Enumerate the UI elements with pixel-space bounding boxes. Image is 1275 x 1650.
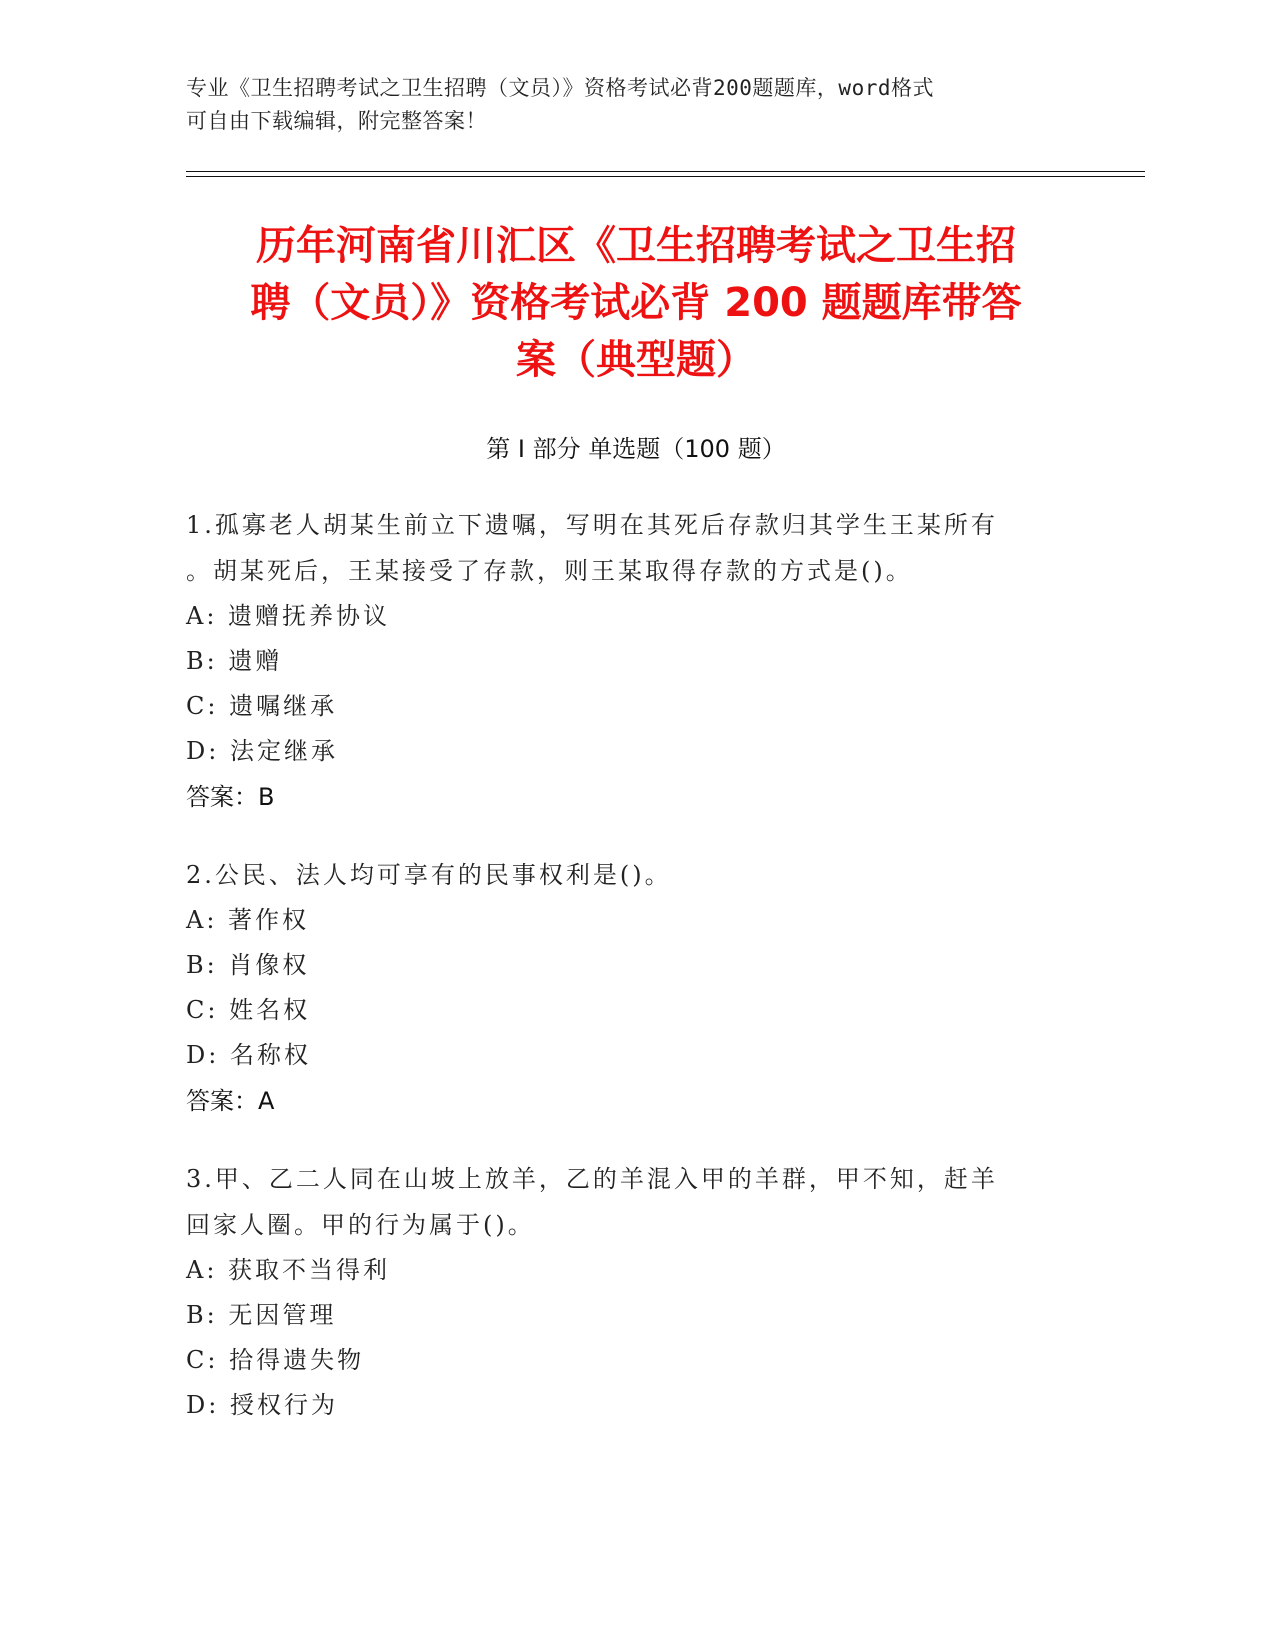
question-stem: 3.甲、乙二人同在山坡上放羊，乙的羊混入甲的羊群，甲不知，赶羊: [186, 1165, 998, 1193]
document-header: [186, 72, 1066, 138]
title-line-1: 历年河南省川汇区《卫生招聘考试之卫生招: [256, 223, 1016, 269]
option-c: C: 姓名权: [186, 996, 311, 1024]
answer: 答案：A: [186, 1087, 275, 1115]
header-line-1: 专业《卫生招聘考试之卫生招聘（文员）》资格考试必背200题题库，word格式: [186, 76, 934, 100]
header-line-2: 可自由下载编辑，附完整答案！: [186, 109, 487, 133]
option-c: C: 遗嘱继承: [186, 692, 338, 720]
option-a: A: 遗赠抚养协议: [186, 602, 391, 630]
header-divider-bottom: [186, 176, 1145, 177]
option-d: D: 法定继承: [186, 737, 338, 765]
question-stem: 1.孤寡老人胡某生前立下遗嘱，写明在其死后存款归其学生王某所有: [186, 511, 998, 539]
option-b: B: 无因管理: [186, 1301, 337, 1329]
option-b: B: 肖像权: [186, 951, 310, 979]
header-divider-top: [186, 171, 1145, 172]
question-2: [186, 852, 1066, 1124]
question-stem: 2.公民、法人均可享有的民事权利是()。: [186, 861, 672, 889]
title-line-3: 案（典型题）: [516, 337, 756, 383]
title-line-2: 聘（文员）》资格考试必背 200 题题库带答: [250, 280, 1022, 326]
option-c: C: 拾得遗失物: [186, 1346, 365, 1374]
section-heading: 第 I 部分 单选题（100 题）: [486, 435, 786, 463]
answer: 答案：B: [186, 783, 275, 811]
question-3: [186, 1156, 1066, 1428]
document-title: [186, 218, 1086, 389]
question-stem: 回家人圈。甲的行为属于()。: [186, 1211, 535, 1239]
option-a: A: 获取不当得利: [186, 1256, 391, 1284]
option-a: A: 著作权: [186, 906, 310, 934]
question-1: [186, 502, 1066, 820]
option-d: D: 授权行为: [186, 1391, 338, 1419]
question-stem: 。胡某死后，王某接受了存款，则王某取得存款的方式是()。: [186, 557, 913, 585]
option-d: D: 名称权: [186, 1041, 311, 1069]
option-b: B: 遗赠: [186, 647, 283, 675]
